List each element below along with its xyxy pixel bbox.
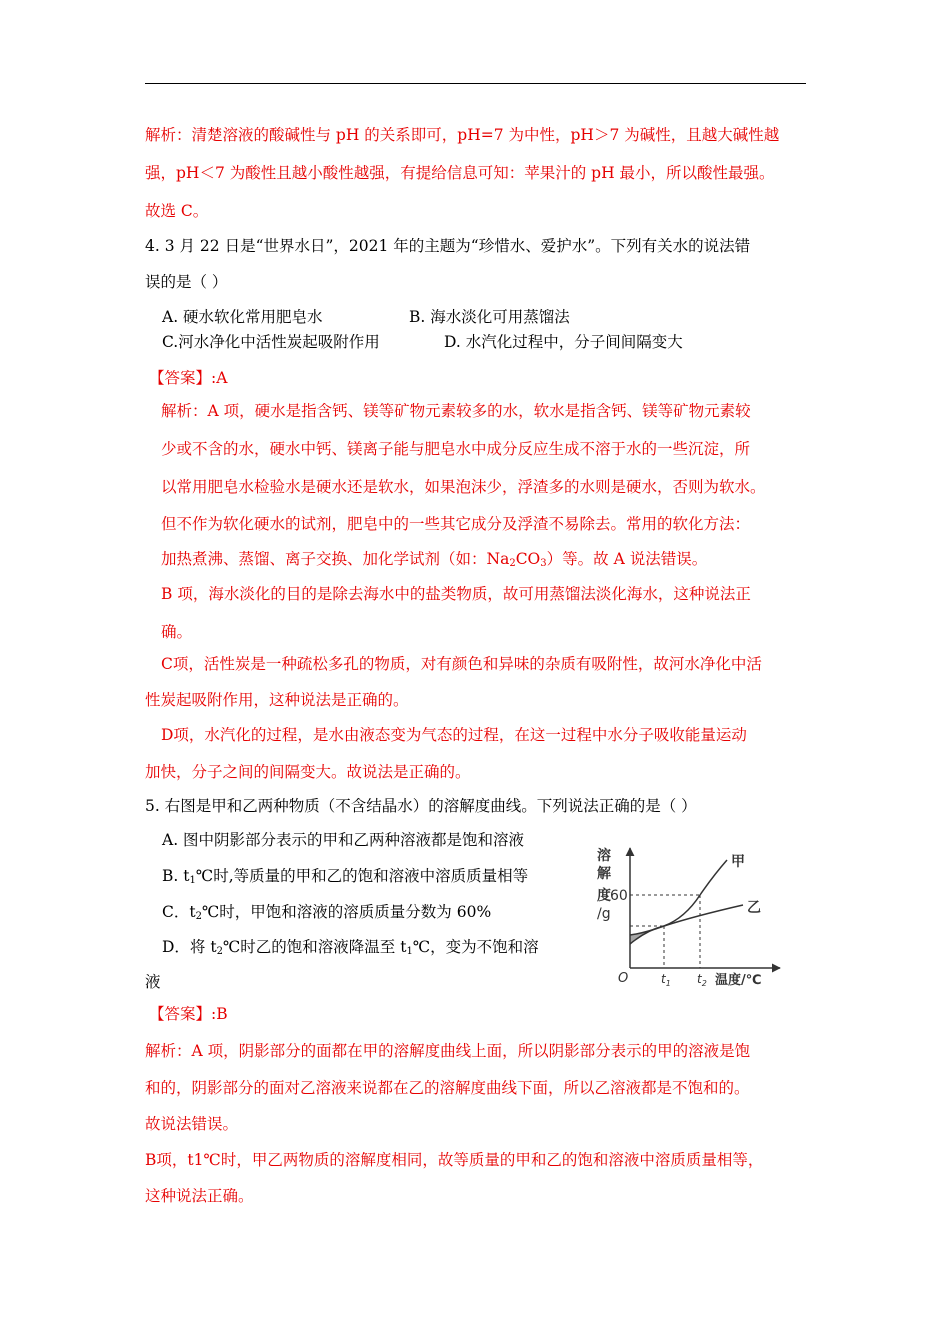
q4-stem-line1: 4. 3 月 22 日是“世界水日”，2021 年的主题为“珍惜水、爱护水”。下列有关水的说法错 <box>145 237 751 255</box>
y-unit: /g <box>597 906 611 922</box>
q5-option-a: A. 图中阴影部分表示的甲和乙两种溶液都是饱和溶液 <box>162 831 525 849</box>
q4-analysis-a-line4: 但不作为软化硬水的试剂，肥皂中的一些其它成分及浮渣不易除去。常用的软化方法： <box>161 515 751 533</box>
analysis-q3-line3: 故选 C。 <box>145 202 209 220</box>
q4-option-c: C.河水净化中活性炭起吸附作用 <box>162 333 380 351</box>
q5-stem: 5. 右图是甲和乙两种物质（不含结晶水）的溶解度曲线。下列说法正确的是（ ） <box>145 797 697 815</box>
q5-option-d: D．将 $t_2℃$时乙的饱和溶液降温至 $t_1℃$，变为不饱和溶 <box>162 938 539 957</box>
analysis-q3-line2: 强，pH＜7 为酸性且越小酸性越强，有提给信息可知：苹果汁的 pH 最小，所以酸性最强。 <box>145 164 775 182</box>
q4-analysis-a-line2: 少或不含的水，硬水中钙、镁离子能与肥皂水中成分反应生成不溶于水的一些沉淀，所 <box>161 440 751 458</box>
q5-analysis-b-line2: 这种说法正确。 <box>145 1187 254 1205</box>
q5-option-d-cont: 液 <box>145 973 161 991</box>
q4-analysis-b-line1: B 项，海水淡化的目的是除去海水中的盐类物质，故可用蒸馏法淡化海水，这种说法正 <box>161 585 751 603</box>
curve-yi <box>630 905 743 935</box>
q4-analysis-c-line1: C项，活性炭是一种疏松多孔的物质，对有颜色和异味的杂质有吸附性，故河水净化中活 <box>161 655 762 673</box>
q4-option-a: A. 硬水软化常用肥皂水 <box>162 308 323 326</box>
tick-t1: $t_1$ <box>661 972 671 988</box>
q5-analysis-b-line1: B项，t1℃时，甲乙两物质的溶解度相同，故等质量的甲和乙的饱和溶液中溶质质量相等， <box>145 1151 764 1169</box>
q4-option-d: D. 水汽化过程中，分子间间隔变大 <box>444 333 683 351</box>
q5-option-b: B. $t_1℃$时,等质量的甲和乙的饱和溶液中溶质质量相等 <box>162 867 529 886</box>
y-label-3: 度 <box>597 888 611 904</box>
y-label-1: 溶 <box>597 848 611 864</box>
q5-answer: 【答案】:B <box>149 1005 228 1023</box>
origin-label: O <box>618 971 629 986</box>
q4-analysis-a-line1: 解析：A 项，硬水是指含钙、镁等矿物元素较多的水，软水是指含钙、镁等矿物元素较 <box>161 402 751 420</box>
shaded-region <box>630 926 664 944</box>
q4-option-b: B. 海水淡化可用蒸馏法 <box>409 308 570 326</box>
q4-analysis-d-line1: D项，水汽化的过程，是水由液态变为气态的过程，在这一过程中水分子吸收能量运动 <box>161 726 747 744</box>
q4-analysis-c-line2: 性炭起吸附作用，这种说法是正确的。 <box>145 691 409 709</box>
header-rule <box>145 83 806 84</box>
y-tick-60: 60 <box>610 888 628 904</box>
q4-answer: 【答案】:A <box>149 369 228 387</box>
tick-t2: $t_2$ <box>697 972 707 988</box>
q5-analysis-a-line1: 解析：A 项，阴影部分的面都在甲的溶解度曲线上面，所以阴影部分表示的甲的溶液是饱 <box>145 1042 751 1060</box>
q4-analysis-b-line2: 确。 <box>161 623 193 641</box>
q4-analysis-a-line5: 加热煮沸、蒸馏、离子交换、加化学试剂（如：$Na_2CO_3$）等。故 A 说法错误。 <box>161 550 708 569</box>
x-axis-label: 温度/℃ <box>715 973 762 988</box>
analysis-q3-line1: 解析：清楚溶液的酸碱性与 pH 的关系即可，pH=7 为中性，pH＞7 为碱性，且越大碱性越 <box>145 126 780 144</box>
q4-analysis-d-line2: 加快，分子之间的间隔变大。故说法是正确的。 <box>145 763 471 781</box>
y-label-2: 解 <box>597 866 611 882</box>
solubility-figure <box>585 840 785 990</box>
series-label-yi: 乙 <box>747 900 761 916</box>
q5-option-c: C．$t_2℃$时，甲饱和溶液的溶质质量分数为 60% <box>162 903 492 922</box>
series-label-jia: 甲 <box>731 854 745 870</box>
q4-stem-line2: 误的是（ ） <box>145 273 228 291</box>
q4-analysis-a-line3: 以常用肥皂水检验水是硬水还是软水，如果泡沫少，浮渣多的水则是硬水，否则为软水。 <box>161 478 766 496</box>
q5-analysis-a-line3: 故说法错误。 <box>145 1115 239 1133</box>
q5-analysis-a-line2: 和的，阴影部分的面对乙溶液来说都在乙的溶解度曲线下面，所以乙溶液都是不饱和的。 <box>145 1079 750 1097</box>
